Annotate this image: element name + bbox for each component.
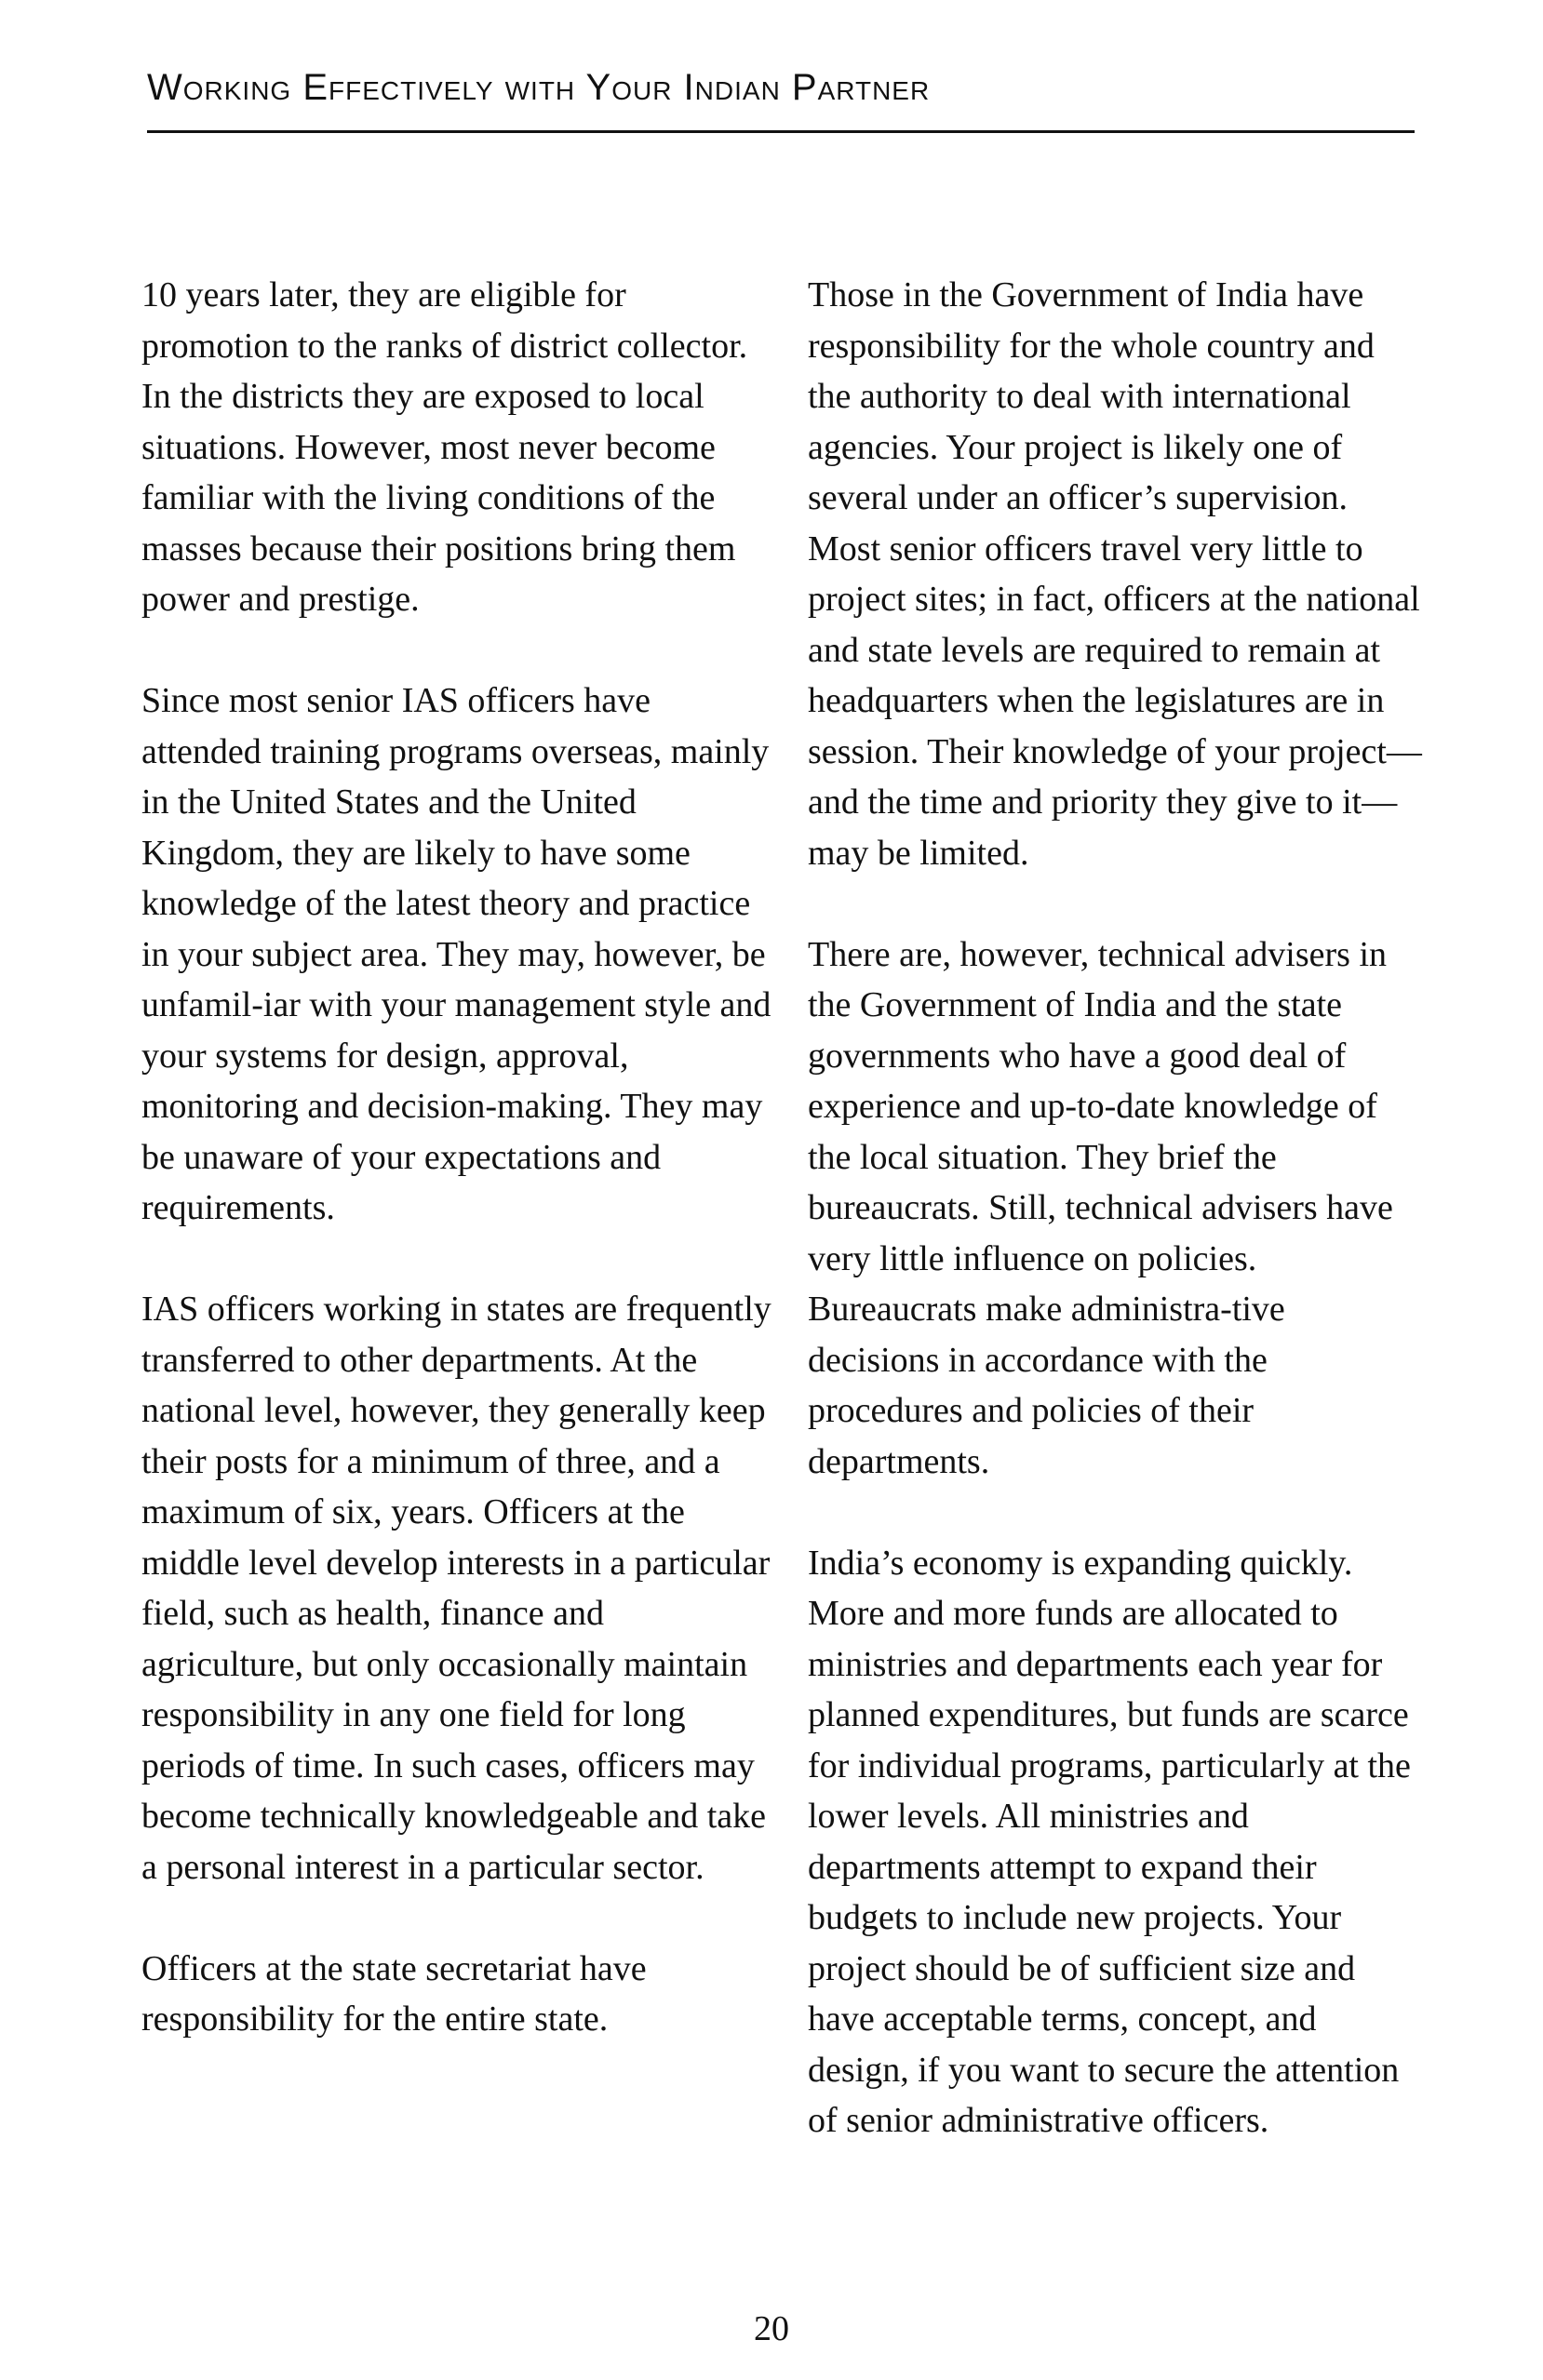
paragraph: India’s economy is expanding quickly. More and more funds are allocated to ministries and departments each year for planned expenditures, but funds are scarce for individual programs, particularly at the lower levels. All ministries and departments attempt to expand their budgets to include new projects. Your project should be of sufficient size and have acceptable terms, concept, and design, if you want to secure the attention of senior administrative officers. — [808, 1543, 1411, 2140]
page-number: 20 — [754, 2309, 789, 2348]
paragraph: 10 years later, they are eligible for promotion to the ranks of district collector. In the districts they are exposed to local situations. However, most never become familiar with the living conditions of the masses because their positions bring them power and prestige. — [141, 275, 748, 619]
header-rule — [147, 130, 1415, 133]
left-column — [141, 270, 774, 2045]
paragraph: There are, however, technical advisers in the Government of India and the state governments who have a good deal of experience and up-to-date knowledge of the local situation. They brief the bureaucrats. Still, technical advisers have very little influence on policies. Bureaucrats make administra-tive decisions in accordance with the procedures and policies of their departments. — [808, 934, 1393, 1481]
running-header: Working Effectively with Your Indian Partner — [147, 67, 931, 108]
paragraph: IAS officers working in states are frequently transferred to other departments. At the national level, however, they generally keep their posts for a minimum of three, and a maximum of six, years. Officers at the middle level develop interests in a particular field, such as health, finance and agriculture, but only occasionally maintain responsibility in any one field for long periods of time. In such cases, officers may become technically knowledgeable and take a personal interest in a particular sector. — [141, 1290, 772, 1887]
right-column — [808, 270, 1422, 2146]
paragraph: Since most senior IAS officers have attended training programs overseas, mainly in the United States and the United Kingdom, they are likely to have some knowledge of the latest theory and practice in your subject area. They may, however, be unfamil-iar with your management style and your systems for design, approval, monitoring and decision-making. They may be unaware of your expectations and requirements. — [141, 681, 772, 1227]
paragraph: Those in the Government of India have responsibility for the whole country and the authority to deal with international agencies. Your project is likely one of several under an officer’s supervision. Most senior officers travel very little to project sites; in fact, officers at the national and state levels are required to remain at headquarters when the legislatures are in session. Their knowledge of your project—and the time and priority they give to it—may be limited. — [808, 275, 1422, 873]
paragraph: Officers at the state secretariat have responsibility for the entire state. — [141, 1948, 647, 2039]
